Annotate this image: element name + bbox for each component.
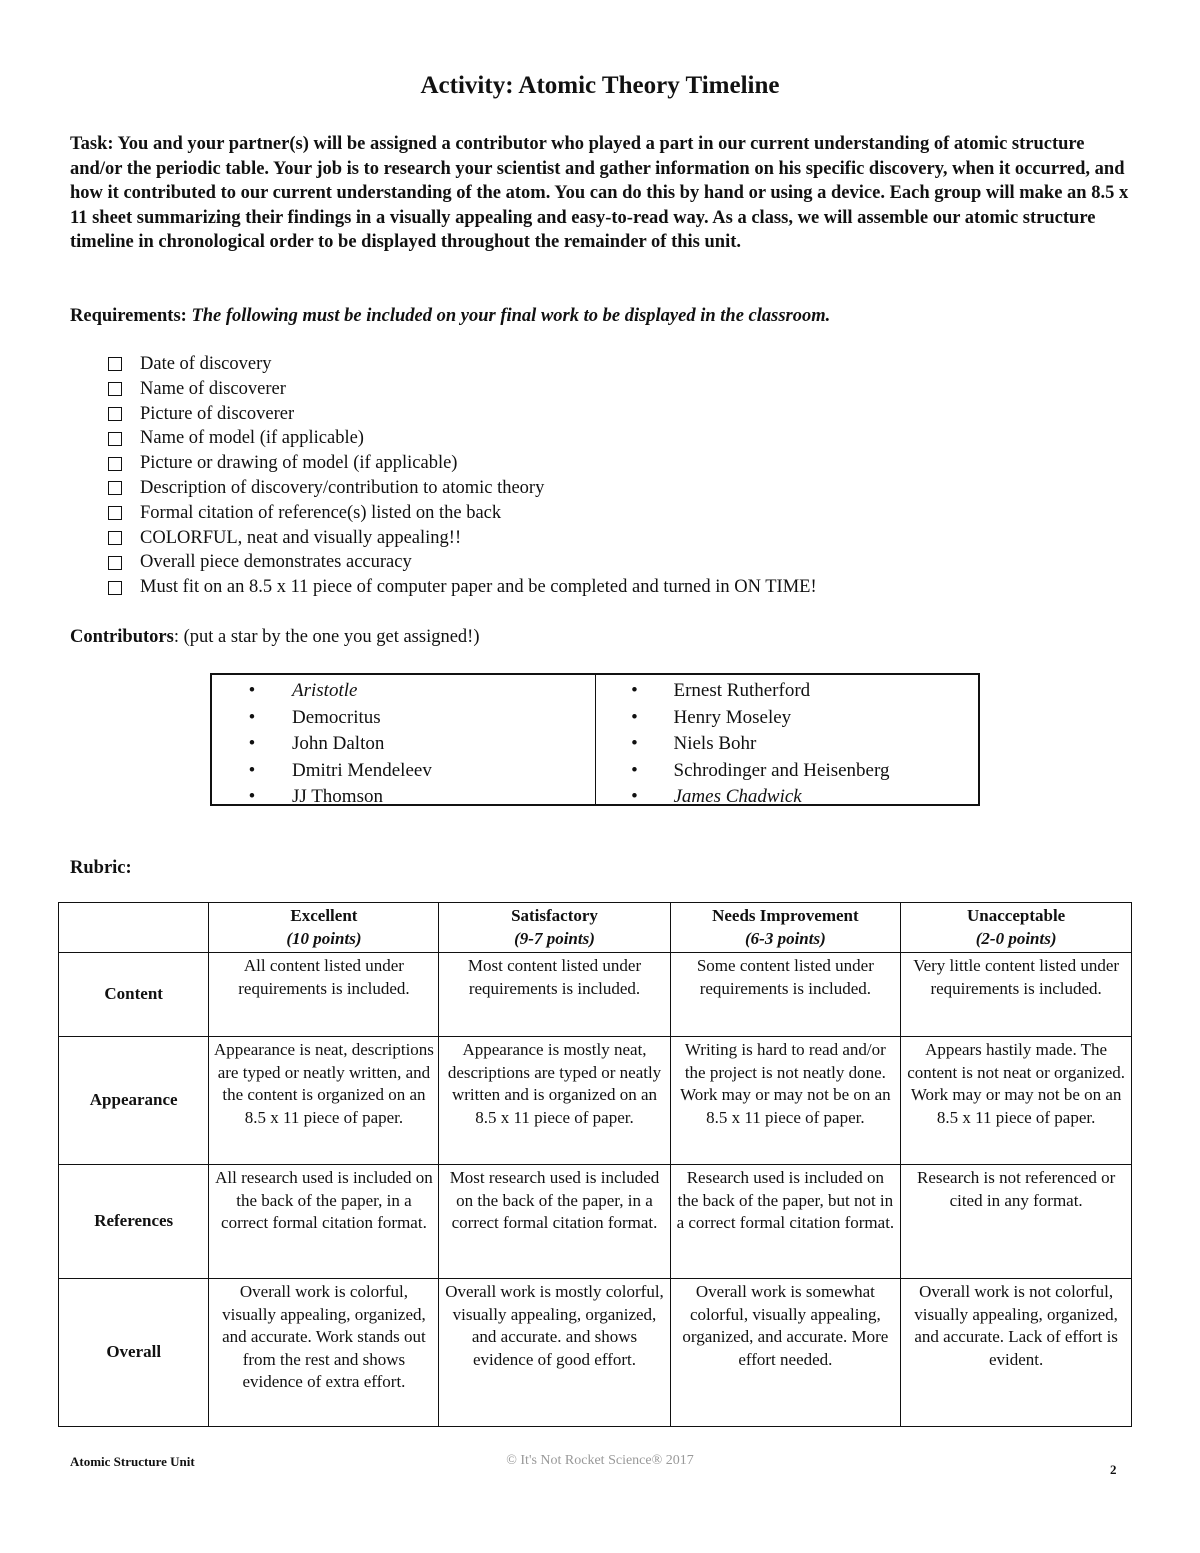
contributor-item <box>596 678 979 705</box>
contributor-name: James Chadwick <box>673 786 802 807</box>
rubric-level-name: Excellent <box>290 906 358 925</box>
footer-copyright: © It's Not Rocket Science® 2017 <box>506 1453 694 1468</box>
rubric-level-points: (6-3 points) <box>745 928 826 948</box>
rubric-row-label: Overall <box>59 1279 209 1427</box>
rubric-cell: Most research used is included on the back of the paper, in a correct formal citation format. <box>439 1165 670 1279</box>
rubric-row-references <box>59 1165 1132 1279</box>
bullet-icon: • <box>631 786 638 807</box>
rubric-header-cell <box>439 903 670 953</box>
contributors-column-right <box>595 675 979 807</box>
footer-unit-name: Atomic Structure Unit <box>70 1454 195 1469</box>
contributors-note: : (put a star by the one you get assigned!) <box>173 627 480 647</box>
page-title: Activity: Atomic Theory Timeline <box>420 72 780 99</box>
bullet-icon: • <box>248 759 256 781</box>
rubric-cell: Overall work is not colorful, visually appealing, organized, and accurate. Lack of effort is evident. <box>901 1279 1132 1427</box>
contributor-item <box>596 731 979 758</box>
checklist-item-label: Picture or drawing of model (if applicable) <box>140 453 458 474</box>
contributor-name: John Dalton <box>292 733 385 754</box>
contributor-name: Democritus <box>292 706 381 728</box>
rubric-row-content <box>59 953 1132 1037</box>
checklist-item <box>108 352 817 377</box>
rubric-cell: Overall work is mostly colorful, visually appealing, organized, and accurate. and shows evidence of good effort. <box>439 1279 670 1427</box>
bullet-icon: • <box>631 706 638 728</box>
contributors-label: Contributors <box>70 627 174 647</box>
task-paragraph <box>70 132 1132 255</box>
rubric-cell: Writing is hard to read and/or the project is not neatly done. Work may or may not be on an 8.5 x 11 piece of paper. <box>670 1037 901 1165</box>
checkbox-icon[interactable] <box>108 581 122 595</box>
contributors-column-left <box>212 675 595 807</box>
checklist-item <box>108 451 817 476</box>
checklist-item-label: Must fit on an 8.5 x 11 piece of computer paper and be completed and turned in ON TIME! <box>140 577 817 598</box>
rubric-header-cell <box>670 903 901 953</box>
checklist-item <box>108 550 817 575</box>
contributors-table <box>210 673 980 806</box>
checklist-item-label: Picture of discoverer <box>140 403 295 424</box>
rubric-level-name: Unacceptable <box>967 906 1066 925</box>
checkbox-icon[interactable] <box>108 457 122 471</box>
checklist-item <box>108 476 817 501</box>
contributors-heading <box>70 627 480 648</box>
page-number: 2 <box>1110 1462 1117 1477</box>
rubric-cell: Very little content listed under requirements is included. <box>901 953 1132 1037</box>
rubric-cell: Most content listed under requirements is included. <box>439 953 670 1037</box>
checkbox-icon[interactable] <box>108 382 122 396</box>
checkbox-icon[interactable] <box>108 357 122 371</box>
checkbox-icon[interactable] <box>108 531 122 545</box>
checkbox-icon[interactable] <box>108 407 122 421</box>
bullet-icon: • <box>248 706 256 728</box>
contributor-name: Aristotle <box>292 680 358 701</box>
contributor-item <box>212 784 595 811</box>
checklist-item <box>108 501 817 526</box>
contributor-item <box>596 784 979 811</box>
requirements-label: Requirements <box>70 306 181 326</box>
contributor-item <box>212 705 595 732</box>
checklist-item-label: Formal citation of reference(s) listed on the back <box>140 502 502 523</box>
contributor-name: JJ Thomson <box>292 786 383 807</box>
requirements-intro: The following must be included on your final work to be displayed in the classroom. <box>191 306 831 326</box>
rubric-cell: Appearance is mostly neat, descriptions are typed or neatly written and is organized on an 8.5 x 11 piece of paper. <box>439 1037 670 1165</box>
rubric-header-row <box>59 903 1132 953</box>
checklist-item-label: Description of discovery/contribution to atomic theory <box>140 477 545 498</box>
contributor-name: Henry Moseley <box>673 706 792 728</box>
rubric-row-appearance <box>59 1037 1132 1165</box>
checklist-item-label: Date of discovery <box>140 354 272 374</box>
checklist-item-label: COLORFUL, neat and visually appealing!! <box>140 527 462 548</box>
checkbox-icon[interactable] <box>108 432 122 446</box>
rubric-level-points: (2-0 points) <box>975 928 1057 948</box>
contributor-name: Schrodinger and Heisenberg <box>673 759 890 781</box>
rubric-cell: Overall work is colorful, visually appealing, organized, and accurate. Work stands out from the rest and shows evidence of extra effort. <box>209 1279 439 1427</box>
rubric-level-points: (10 points) <box>286 928 362 948</box>
rubric-cell: Some content listed under requirements is included. <box>670 953 901 1037</box>
rubric-level-name: Satisfactory <box>511 906 598 925</box>
rubric-cell: All research used is included on the back of the paper, in a correct formal citation format. <box>209 1165 439 1279</box>
contributor-item <box>212 731 595 758</box>
bullet-icon: • <box>248 680 256 701</box>
rubric-level-name: Needs Improvement <box>712 906 859 925</box>
task-text: : You and your partner(s) will be assigned a contributor who played a part in our current understanding of atomic structure and/or the periodic table. Your job is to research your scientist and gather information on his specific discovery, when it occurred, and how it contributed to our current understanding of the atom. You can do this by hand or using a device. Each group will make an 8.5 x 11 sheet summarizing their findings in a visually appealing and easy-to-read way. As a class, we will assemble our atomic structure timeline in chronological order to be displayed throughout the remainder of this unit. <box>70 134 1129 252</box>
checklist-item <box>108 526 817 551</box>
rubric-cell: Overall work is somewhat colorful, visually appealing, organized, and accurate. More effort needed. <box>670 1279 901 1427</box>
requirements-checklist <box>108 352 817 600</box>
rubric-cell: Appears hastily made. The content is not neat or organized. Work may or may not be on an 8.5 x 11 piece of paper. <box>901 1037 1132 1165</box>
contributor-item <box>596 758 979 785</box>
rubric-cell: Research used is included on the back of the paper, but not in a correct formal citation format. <box>670 1165 901 1279</box>
checkbox-icon[interactable] <box>108 481 122 495</box>
rubric-cell: All content listed under requirements is included. <box>209 953 439 1037</box>
rubric-row-overall <box>59 1279 1132 1427</box>
contributor-item <box>596 705 979 732</box>
contributor-item <box>212 678 595 705</box>
rubric-corner-cell <box>59 903 209 953</box>
rubric-header-cell <box>901 903 1132 953</box>
rubric-row-label: References <box>59 1165 209 1279</box>
bullet-icon: • <box>248 733 256 754</box>
checklist-item-label: Name of discoverer <box>140 378 286 399</box>
bullet-icon: • <box>631 733 638 754</box>
rubric-table <box>58 902 1132 1427</box>
checklist-item-label: Name of model (if applicable) <box>140 428 364 449</box>
bullet-icon: • <box>631 759 638 781</box>
rubric-header-cell <box>209 903 439 953</box>
contributor-name: Dmitri Mendeleev <box>292 759 432 781</box>
checklist-item <box>108 575 817 600</box>
checkbox-icon[interactable] <box>108 506 122 520</box>
checklist-item <box>108 402 817 427</box>
contributor-name: Ernest Rutherford <box>673 680 811 701</box>
rubric-row-label: Appearance <box>59 1037 209 1165</box>
checklist-item <box>108 426 817 451</box>
rubric-cell: Research is not referenced or cited in any format. <box>901 1165 1132 1279</box>
rubric-cell: Appearance is neat, descriptions are typed or neatly written, and the content is organized on an 8.5 x 11 piece of paper. <box>209 1037 439 1165</box>
rubric-heading: Rubric: <box>70 858 132 878</box>
requirements-heading <box>70 306 830 327</box>
checkbox-icon[interactable] <box>108 556 122 570</box>
rubric-level-points: (9-7 points) <box>514 928 595 948</box>
contributor-item <box>212 758 595 785</box>
contributor-name: Niels Bohr <box>673 733 757 754</box>
bullet-icon: • <box>631 680 638 701</box>
checklist-item <box>108 377 817 402</box>
checklist-item-label: Overall piece demonstrates accuracy <box>140 552 412 573</box>
requirements-sep: : <box>180 306 192 326</box>
task-label: Task <box>70 134 108 154</box>
rubric-row-label: Content <box>59 953 209 1037</box>
bullet-icon: • <box>248 786 256 807</box>
